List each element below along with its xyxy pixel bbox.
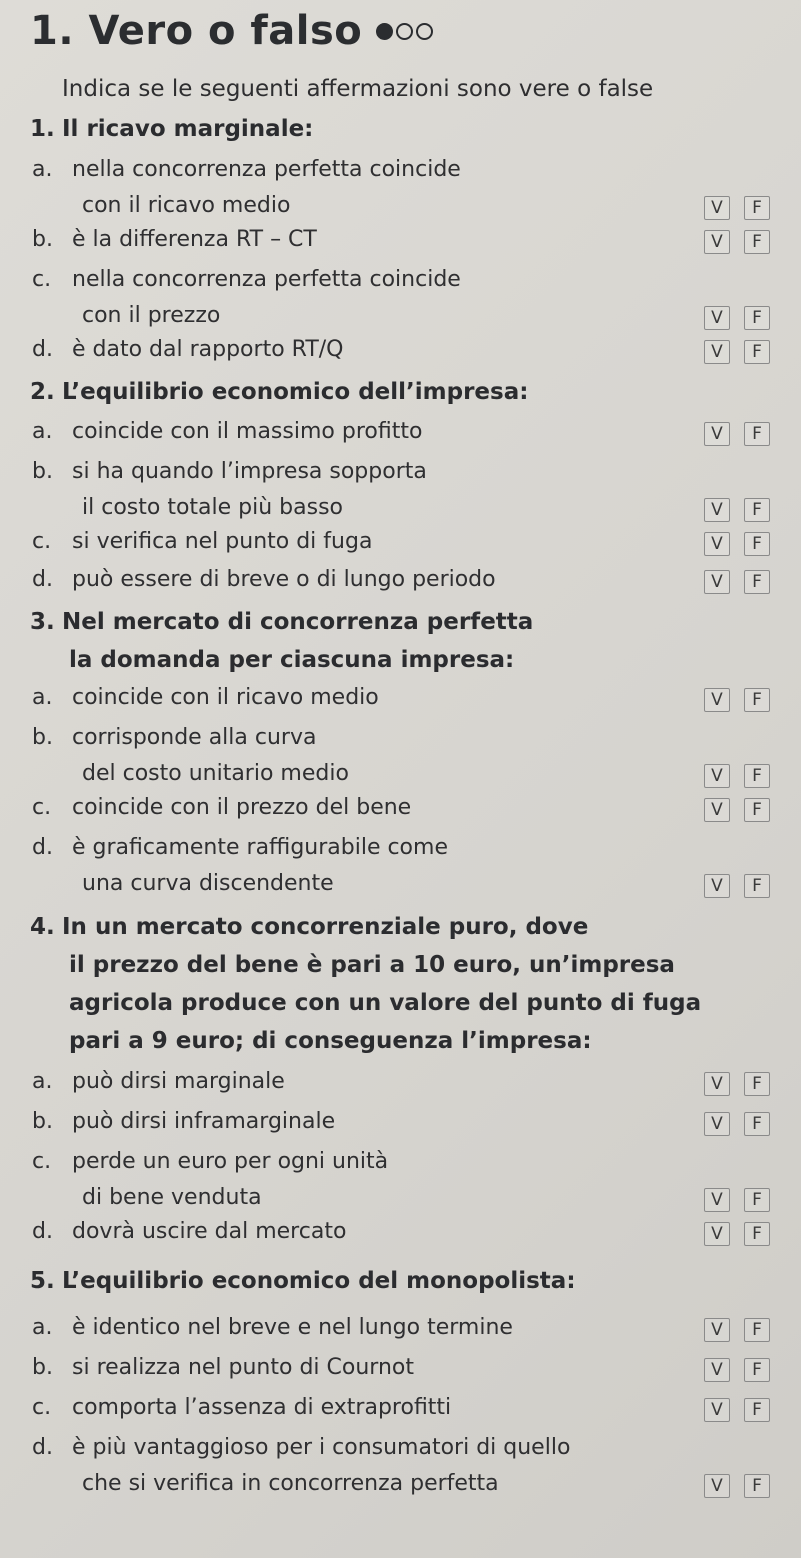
- false-checkbox[interactable]: F: [744, 1318, 770, 1342]
- false-checkbox[interactable]: F: [744, 874, 770, 898]
- statement-text: coincide con il massimo profitto: [72, 419, 423, 444]
- statement-line: [30, 1104, 770, 1140]
- statement-line: [30, 1064, 770, 1100]
- statement-line: [30, 332, 770, 368]
- question-text: Il ricavo marginale:: [62, 116, 314, 142]
- statement-line: [30, 414, 770, 450]
- true-checkbox[interactable]: V: [704, 1072, 730, 1096]
- statement-text: corrisponde alla curva: [72, 725, 317, 750]
- question-header: [30, 1262, 576, 1300]
- statement-label: c.: [32, 795, 52, 820]
- question-text: agricola produce con un valore del punto di fuga: [69, 990, 702, 1016]
- false-checkbox[interactable]: F: [744, 1112, 770, 1136]
- statement-label: d.: [32, 567, 53, 592]
- statement-label: a.: [32, 419, 53, 444]
- statement-text: può essere di breve o di lungo periodo: [72, 567, 496, 592]
- question-text: L’equilibrio economico dell’impresa:: [62, 379, 529, 405]
- statement-line: [30, 262, 770, 298]
- statement-item: [30, 1310, 770, 1346]
- statement-label: a.: [32, 1315, 53, 1340]
- question-header: [30, 110, 313, 148]
- false-checkbox[interactable]: F: [744, 532, 770, 556]
- false-checkbox[interactable]: F: [744, 688, 770, 712]
- true-checkbox[interactable]: V: [704, 340, 730, 364]
- statement-line: [30, 1144, 770, 1180]
- question-line: [30, 603, 533, 641]
- true-checkbox[interactable]: V: [704, 570, 730, 594]
- statement-label: a.: [32, 157, 53, 182]
- question-number: 2.: [30, 379, 55, 405]
- statement-item: [30, 262, 770, 334]
- true-false-boxes: [704, 422, 770, 446]
- true-checkbox[interactable]: V: [704, 306, 730, 330]
- question-header: [30, 603, 533, 679]
- statement-line: [30, 720, 770, 756]
- true-false-boxes: [704, 1072, 770, 1096]
- question-line: [30, 1262, 576, 1300]
- false-checkbox[interactable]: F: [744, 1072, 770, 1096]
- statement-line: [30, 866, 770, 902]
- question-header: [30, 373, 528, 411]
- true-false-boxes: [704, 1358, 770, 1382]
- true-checkbox[interactable]: V: [704, 1188, 730, 1212]
- statement-item: [30, 720, 770, 792]
- statement-item: [30, 1430, 770, 1502]
- statement-line: [30, 454, 770, 490]
- question-number: 5.: [30, 1268, 55, 1294]
- question-text: il prezzo del bene è pari a 10 euro, un’impresa: [69, 952, 675, 978]
- false-checkbox[interactable]: F: [744, 230, 770, 254]
- true-false-boxes: [704, 340, 770, 364]
- statement-item: [30, 830, 770, 902]
- statement-item: [30, 524, 770, 560]
- difficulty-dot-filled: [376, 23, 393, 40]
- statement-text: dovrà uscire dal mercato: [72, 1219, 347, 1244]
- true-checkbox[interactable]: V: [704, 498, 730, 522]
- statement-label: d.: [32, 1219, 53, 1244]
- true-false-boxes: [704, 798, 770, 822]
- statement-line: [30, 830, 770, 866]
- statement-text: può dirsi inframarginale: [72, 1109, 336, 1134]
- difficulty-dot-empty: [416, 23, 433, 40]
- question-line: [30, 110, 313, 148]
- statement-line: [30, 562, 770, 598]
- false-checkbox[interactable]: F: [744, 1474, 770, 1498]
- true-false-boxes: [704, 1188, 770, 1212]
- true-checkbox[interactable]: V: [704, 874, 730, 898]
- question-header: [30, 908, 701, 1060]
- statement-item: [30, 332, 770, 368]
- false-checkbox[interactable]: F: [744, 1398, 770, 1422]
- true-false-boxes: [704, 1474, 770, 1498]
- true-false-boxes: [704, 764, 770, 788]
- statement-text: può dirsi marginale: [72, 1069, 285, 1094]
- true-false-boxes: [704, 1222, 770, 1246]
- statement-item: [30, 222, 770, 258]
- statement-text: del costo unitario medio: [82, 761, 349, 786]
- true-false-boxes: [704, 306, 770, 330]
- question-line: [30, 1022, 701, 1060]
- statement-line: [30, 1430, 770, 1466]
- true-checkbox[interactable]: V: [704, 1112, 730, 1136]
- true-checkbox[interactable]: V: [704, 1358, 730, 1382]
- statement-line: [30, 298, 770, 334]
- question-number: 1.: [30, 116, 55, 142]
- statement-item: [30, 1350, 770, 1386]
- true-checkbox[interactable]: V: [704, 764, 730, 788]
- statement-item: [30, 1390, 770, 1426]
- statement-item: [30, 1104, 770, 1140]
- statement-text: comporta l’assenza di extraprofitti: [72, 1395, 452, 1420]
- statement-line: [30, 680, 770, 716]
- false-checkbox[interactable]: F: [744, 306, 770, 330]
- true-checkbox[interactable]: V: [704, 1222, 730, 1246]
- statement-label: b.: [32, 1355, 53, 1380]
- statement-label: c.: [32, 1395, 52, 1420]
- true-checkbox[interactable]: V: [704, 1398, 730, 1422]
- true-checkbox[interactable]: V: [704, 532, 730, 556]
- statement-line: [30, 1180, 770, 1216]
- statement-line: [30, 1214, 770, 1250]
- statement-line: [30, 1350, 770, 1386]
- statement-text: è graficamente raffigurabile come: [72, 835, 448, 860]
- true-false-boxes: [704, 688, 770, 712]
- statement-text: con il ricavo medio: [82, 193, 291, 218]
- statement-label: a.: [32, 685, 53, 710]
- statement-line: [30, 790, 770, 826]
- statement-line: [30, 1310, 770, 1346]
- question-text: Nel mercato di concorrenza perfetta: [62, 609, 534, 635]
- statement-label: d.: [32, 1435, 53, 1460]
- question-text: L’equilibrio economico del monopolista:: [62, 1268, 576, 1294]
- statement-label: d.: [32, 835, 53, 860]
- statement-line: [30, 490, 770, 526]
- statement-text: è dato dal rapporto RT/Q: [72, 337, 344, 362]
- statement-item: [30, 1144, 770, 1216]
- question-text: In un mercato concorrenziale puro, dove: [62, 914, 589, 940]
- statement-text: è identico nel breve e nel lungo termine: [72, 1315, 513, 1340]
- statement-line: [30, 1466, 770, 1502]
- question-number: 4.: [30, 914, 55, 940]
- true-false-boxes: [704, 498, 770, 522]
- statement-text: che si verifica in concorrenza perfetta: [82, 1471, 499, 1496]
- difficulty-indicator: [376, 23, 433, 40]
- true-false-boxes: [704, 874, 770, 898]
- true-checkbox[interactable]: V: [704, 798, 730, 822]
- statement-label: b.: [32, 459, 53, 484]
- true-false-boxes: [704, 570, 770, 594]
- true-false-boxes: [704, 1318, 770, 1342]
- statement-text: una curva discendente: [82, 871, 334, 896]
- statement-line: [30, 756, 770, 792]
- false-checkbox[interactable]: F: [744, 1358, 770, 1382]
- question-line: [30, 908, 701, 946]
- true-checkbox[interactable]: V: [704, 422, 730, 446]
- true-false-boxes: [704, 1398, 770, 1422]
- statement-label: d.: [32, 337, 53, 362]
- statement-label: c.: [32, 1149, 52, 1174]
- false-checkbox[interactable]: F: [744, 798, 770, 822]
- statement-label: b.: [32, 227, 53, 252]
- false-checkbox[interactable]: F: [744, 196, 770, 220]
- statement-label: a.: [32, 1069, 53, 1094]
- true-checkbox[interactable]: V: [704, 196, 730, 220]
- statement-text: si ha quando l’impresa sopporta: [72, 459, 427, 484]
- statement-text: di bene venduta: [82, 1185, 262, 1210]
- false-checkbox[interactable]: F: [744, 1222, 770, 1246]
- statement-text: coincide con il prezzo del bene: [72, 795, 412, 820]
- false-checkbox[interactable]: F: [744, 1188, 770, 1212]
- true-false-boxes: [704, 196, 770, 220]
- statement-item: [30, 1064, 770, 1100]
- false-checkbox[interactable]: F: [744, 340, 770, 364]
- statement-text: si realizza nel punto di Cournot: [72, 1355, 414, 1380]
- true-checkbox[interactable]: V: [704, 1474, 730, 1498]
- statement-label: b.: [32, 1109, 53, 1134]
- true-checkbox[interactable]: V: [704, 688, 730, 712]
- true-false-boxes: [704, 1112, 770, 1136]
- statement-item: [30, 1214, 770, 1250]
- question-line: [30, 641, 533, 679]
- statement-text: perde un euro per ogni unità: [72, 1149, 389, 1174]
- statement-text: coincide con il ricavo medio: [72, 685, 379, 710]
- statement-text: nella concorrenza perfetta coincide: [72, 267, 461, 292]
- false-checkbox[interactable]: F: [744, 498, 770, 522]
- difficulty-dot-empty: [396, 23, 413, 40]
- statement-item: [30, 562, 770, 598]
- true-false-boxes: [704, 230, 770, 254]
- statement-label: c.: [32, 267, 52, 292]
- true-checkbox[interactable]: V: [704, 230, 730, 254]
- statement-text: con il prezzo: [82, 303, 221, 328]
- false-checkbox[interactable]: F: [744, 422, 770, 446]
- statement-item: [30, 680, 770, 716]
- statement-item: [30, 414, 770, 450]
- question-line: [30, 373, 528, 411]
- question-number: 3.: [30, 609, 55, 635]
- title-row: [30, 8, 433, 54]
- false-checkbox[interactable]: F: [744, 570, 770, 594]
- statement-text: nella concorrenza perfetta coincide: [72, 157, 461, 182]
- statement-item: [30, 152, 770, 224]
- statement-text: è la differenza RT – CT: [72, 227, 317, 252]
- statement-item: [30, 454, 770, 526]
- question-line: [30, 946, 701, 984]
- statement-item: [30, 790, 770, 826]
- false-checkbox[interactable]: F: [744, 764, 770, 788]
- statement-line: [30, 1390, 770, 1426]
- question-text: pari a 9 euro; di conseguenza l’impresa:: [69, 1028, 592, 1054]
- instruction-text: Indica se le seguenti affermazioni sono vere o false: [62, 76, 654, 102]
- statement-line: [30, 524, 770, 560]
- page-title: 1. Vero o falso: [30, 8, 363, 54]
- statement-text: il costo totale più basso: [82, 495, 343, 520]
- statement-text: si verifica nel punto di fuga: [72, 529, 373, 554]
- statement-label: c.: [32, 529, 52, 554]
- true-checkbox[interactable]: V: [704, 1318, 730, 1342]
- statement-text: è più vantaggioso per i consumatori di quello: [72, 1435, 571, 1460]
- statement-line: [30, 188, 770, 224]
- statement-line: [30, 222, 770, 258]
- question-line: [30, 984, 701, 1022]
- question-text: la domanda per ciascuna impresa:: [69, 647, 515, 673]
- true-false-boxes: [704, 532, 770, 556]
- statement-label: b.: [32, 725, 53, 750]
- statement-line: [30, 152, 770, 188]
